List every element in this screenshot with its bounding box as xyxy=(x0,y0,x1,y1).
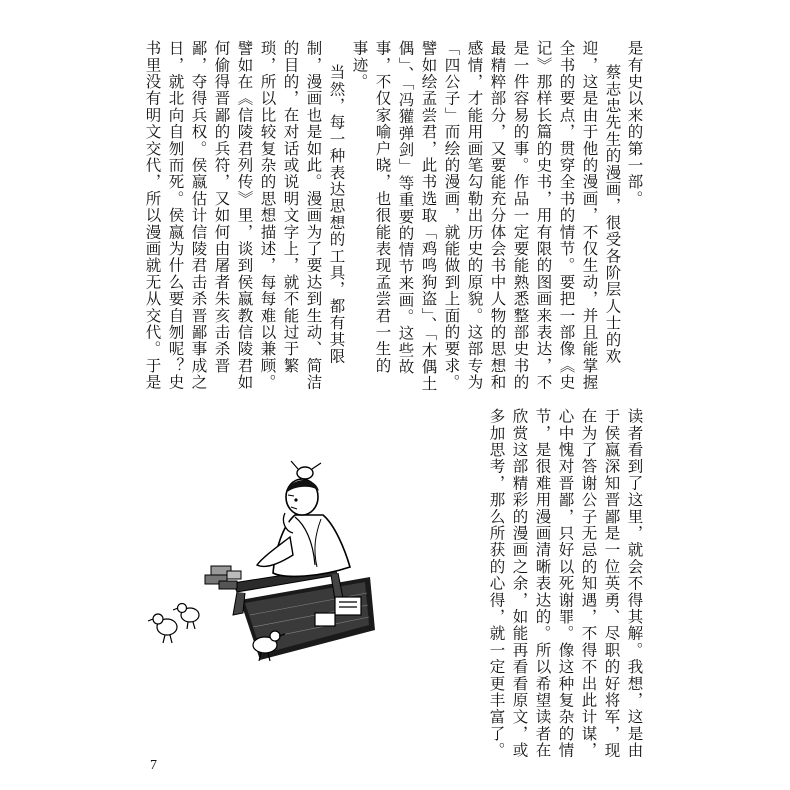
text-column: 节，是很难用漫画清晰表达的。所以希望读者在 xyxy=(533,408,552,759)
text-column: 心中愧对晋鄙，只好以死谢罪。像这种复杂的情 xyxy=(556,408,575,759)
text-column: 欣赏这部精彩的漫画之余，如能再看看原文，或 xyxy=(510,408,529,759)
text-column: 譬如在《信陵君列传》里，谈到侯嬴教信陵君如 xyxy=(235,40,254,391)
text-column: 记》那样长篇的史书，用有限的图画来表达，不 xyxy=(534,40,553,391)
text-column: 琐，所以比较复杂的思想描述，每每难以兼顾。 xyxy=(258,40,277,391)
text-column: 是一件容易的事。作品一定要能熟悉整部史书的 xyxy=(511,40,530,391)
text-column: 偶」、「冯獾弹剑」等重要的情节来画。这些故 xyxy=(396,40,415,376)
text-column: 鄙，夺得兵权。侯嬴估计信陵君击杀晋鄙事成之 xyxy=(189,40,208,391)
text-column: 何偷得晋鄙的兵符，又如何由屠者朱亥击杀晋 xyxy=(212,40,231,374)
text-column: 感情，才能用画笔勾勒出历史的原貌。这部专为 xyxy=(465,40,484,391)
text-column: 最精粹部分，又要能充分体会书中人物的思想和 xyxy=(488,40,507,391)
text-column: 「四公子」而绘的漫画，就能做到上面的要求。 xyxy=(442,40,461,391)
text-column: 全书的要点，贯穿全书的情节。要把一部像《史 xyxy=(557,40,576,391)
text-column: 多加思考，那么所获的心得，就一定更丰富了。 xyxy=(487,408,506,759)
text-column: 读者看到了这里，就会不得其解。我想，这是由 xyxy=(625,408,644,759)
text-column: 在为了答谢公子无忌的知遇，不得不出此计谋， xyxy=(579,408,598,759)
text-column: 的目的，在对话或说明文字上，就不能过于繁 xyxy=(281,40,300,374)
page-number: 7 xyxy=(150,758,157,773)
text-column: 事迹。 xyxy=(350,40,369,91)
text-column: 事，不仅家喻户晓，也很能表现孟尝君一生的 xyxy=(373,40,392,374)
text-column: 当然，每一种表达思想的工具，都有其限 xyxy=(327,64,346,365)
text-column: 譬如绘孟尝君，此书选取「鸡鸣狗盗」、「木偶土 xyxy=(419,40,438,392)
text-column: 迎，这是由于他的漫画，不仅生动，并且能掌握 xyxy=(580,40,599,391)
text-column: 书里没有明文交代，所以漫画就无从交代。于是 xyxy=(143,40,162,391)
text-column: 制，漫画也是如此。漫画为了要达到生动、简洁 xyxy=(304,40,323,391)
scholar-reading-illustration xyxy=(145,455,375,675)
text-column: 蔡志忠先生的漫画，很受各阶层人士的欢 xyxy=(603,64,622,365)
text-column: 于侯嬴深知晋鄙是一位英勇、尽职的好将军，现 xyxy=(602,408,621,759)
text-column: 是有史以来的第一部。 xyxy=(625,40,644,207)
text-column: 日，就北向自刎而死。侯嬴为什么要自刎呢？史 xyxy=(166,40,185,391)
